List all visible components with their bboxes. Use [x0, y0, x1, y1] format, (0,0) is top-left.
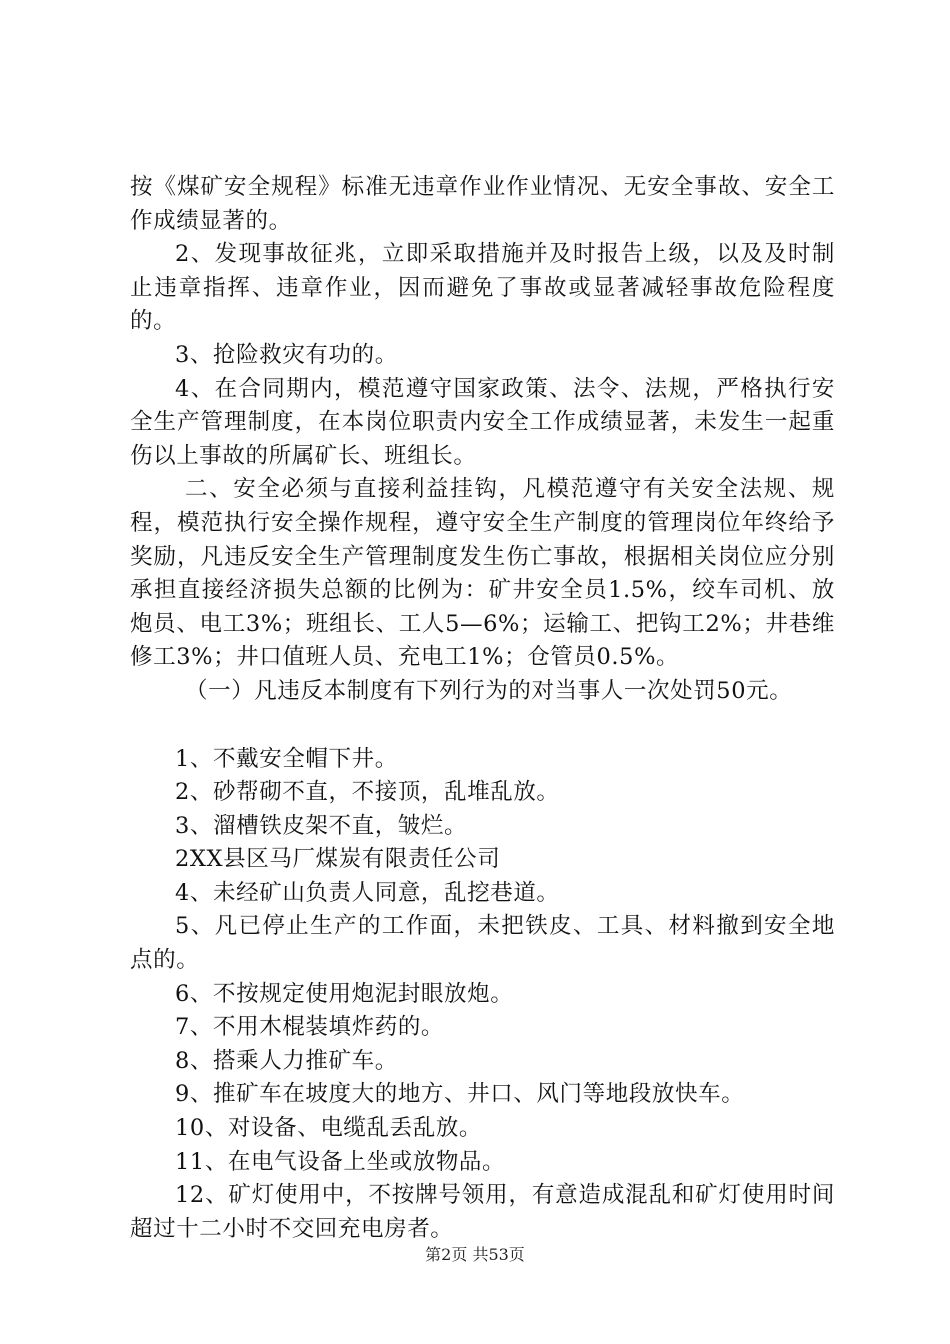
paragraph-2: 2、发现事故征兆，立即采取措施并及时报告上级，以及及时制止违章指挥、违章作业，因而避免了事故或显著减轻事故危险程度的。 — [130, 241, 835, 335]
document-body — [130, 171, 835, 1246]
list-item-4: 4、未经矿山负责人同意，乱挖巷道。 — [175, 879, 560, 906]
paragraph-4: 4、在合同期内，模范遵守国家政策、法令、法规，严格执行安全生产管理制度，在本岗位职责内安全工作成绩显著，未发生一起重伤以上事故的所属矿长、班组长。 — [130, 375, 835, 469]
list-item-7: 7、不用木棍装填炸药的。 — [175, 1014, 445, 1041]
list-item-2: 2、砂帮砌不直，不接顶，乱堆乱放。 — [175, 779, 560, 806]
list-item-8: 8、搭乘人力推矿车。 — [175, 1047, 398, 1074]
page-number-footer: 第2页 共53页 — [425, 1245, 525, 1264]
list-item-12: 12、矿灯使用中，不按牌号领用，有意造成混乱和矿灯使用时间超过十二小时不交回充电房者。 — [130, 1182, 835, 1242]
list-item-9: 9、推矿车在坡度大的地方、井口、风门等地段放快车。 — [175, 1081, 745, 1108]
list-item-1: 1、不戴安全帽下井。 — [175, 745, 398, 772]
list-item-3: 3、溜槽铁皮架不直，皱烂。 — [175, 812, 468, 839]
paragraph-5: 二、安全必须与直接利益挂钩，凡模范遵守有关安全法规、规程，模范执行安全操作规程，遵守安全生产制度的管理岗位年终给予奖励，凡违反安全生产管理制度发生伤亡事故，根据相关岗位应分别承担直接经济损失总额的比例为：矿井安全员1.5%，绞车司机、放炮员、电工3%；班组长、工人5—6%；运输工、把钩工2%；井巷维修工3%；井口值班人员、充电工1%；仓管员0.5%。 — [130, 476, 835, 671]
paragraph-3: 3、抢险救灾有功的。 — [175, 341, 398, 368]
list-item-5: 5、凡已停止生产的工作面，未把铁皮、工具、材料撤到安全地点的。 — [130, 913, 835, 974]
company-line: 2XX县区马厂煤炭有限责任公司 — [175, 846, 501, 873]
paragraph-1: 按《煤矿安全规程》标准无违章作业作业情况、无安全事故、安全工作成绩显著的。 — [130, 174, 835, 234]
list-item-10: 10、对设备、电缆乱丢乱放。 — [175, 1115, 483, 1142]
list-item-11: 11、在电气设备上坐或放物品。 — [175, 1148, 506, 1175]
list-item-6: 6、不按规定使用炮泥封眼放炮。 — [175, 980, 514, 1007]
paragraph-6: （一）凡违反本制度有下列行为的对当事人一次处罚50元。 — [185, 677, 793, 704]
